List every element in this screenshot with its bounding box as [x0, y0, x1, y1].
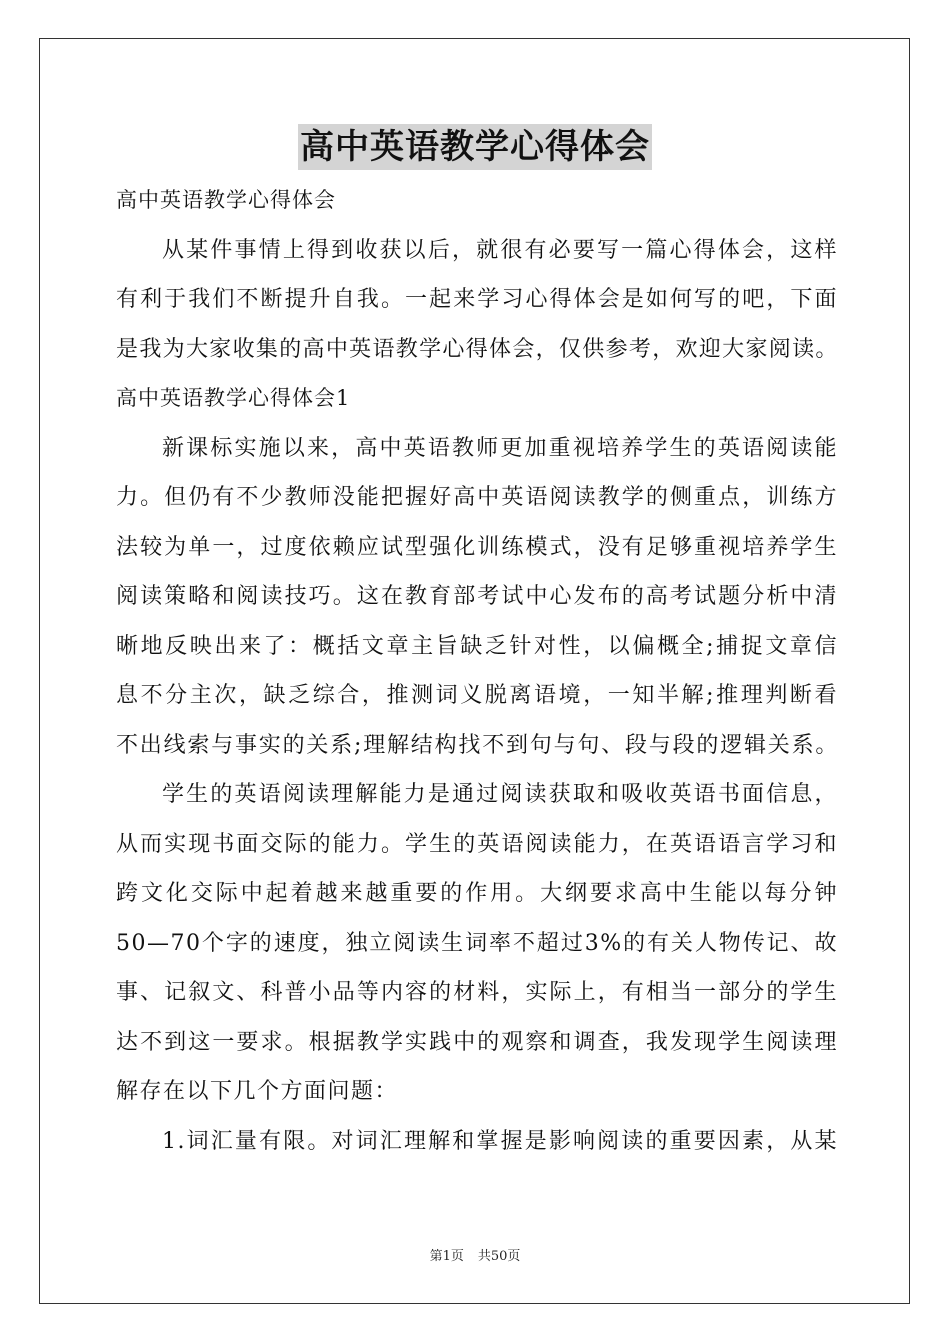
subtitle-line: 高中英语教学心得体会: [116, 188, 336, 212]
paragraph-line: 不出线索与事实的关系;理解结构找不到句与句、段与段的逻辑关系。: [116, 732, 838, 758]
document-title: 高中英语教学心得体会: [298, 124, 652, 170]
paragraph-line: 解存在以下几个方面问题：: [116, 1079, 399, 1104]
page-number: 第1页: [429, 1249, 464, 1264]
page-footer: [0, 1248, 950, 1266]
paragraph-line: 事、记叙文、科普小品等内容的材料，实际上，有相当一部分的学生: [116, 980, 838, 1005]
paragraph-line: 学生的英语阅读理解能力是通过阅读获取和吸收英语书面信息，: [162, 782, 838, 807]
paragraph-line: 新课标实施以来，高中英语教师更加重视培养学生的英语阅读能: [162, 435, 838, 461]
paragraph-line: 跨文化交际中起着越来越重要的作用。大纲要求高中生能以每分钟: [116, 881, 838, 906]
page-total: 共50页: [477, 1249, 521, 1264]
section-heading: 高中英语教学心得体会1: [116, 386, 351, 410]
paragraph-line: 法较为单一，过度依赖应试型强化训练模式，没有足够重视培养学生: [116, 534, 838, 560]
document-body: [116, 176, 838, 1166]
paragraph-line: 从而实现书面交际的能力。学生的英语阅读能力，在英语语言学习和: [116, 831, 838, 857]
paragraph-line: 晰地反映出来了：概括文章主旨缺乏针对性，以偏概全;捕捉文章信: [116, 633, 838, 659]
paragraph-line: 1.词汇量有限。对词汇理解和掌握是影响阅读的重要因素，从某: [162, 1128, 838, 1154]
paragraph-line: 是我为大家收集的高中英语教学心得体会，仅供参考，欢迎大家阅读。: [116, 336, 838, 362]
title-container: [0, 124, 950, 170]
paragraph-line: 力。但仍有不少教师没能把握好高中英语阅读教学的侧重点，训练方: [116, 485, 838, 510]
paragraph-line: 阅读策略和阅读技巧。这在教育部考试中心发布的高考试题分析中清: [116, 584, 838, 609]
paragraph-line: 从某件事情上得到收获以后，就很有必要写一篇心得体会，这样: [162, 237, 838, 263]
paragraph-line: 有利于我们不断提升自我。一起来学习心得体会是如何写的吧，下面: [116, 287, 838, 312]
paragraph-line: 50—70个字的速度，独立阅读生词率不超过3%的有关人物传记、故: [116, 930, 838, 956]
paragraph-line: 息不分主次，缺乏综合，推测词义脱离语境，一知半解;推理判断看: [116, 683, 838, 708]
paragraph-line: 达不到这一要求。根据教学实践中的观察和调查，我发现学生阅读理: [116, 1029, 838, 1055]
